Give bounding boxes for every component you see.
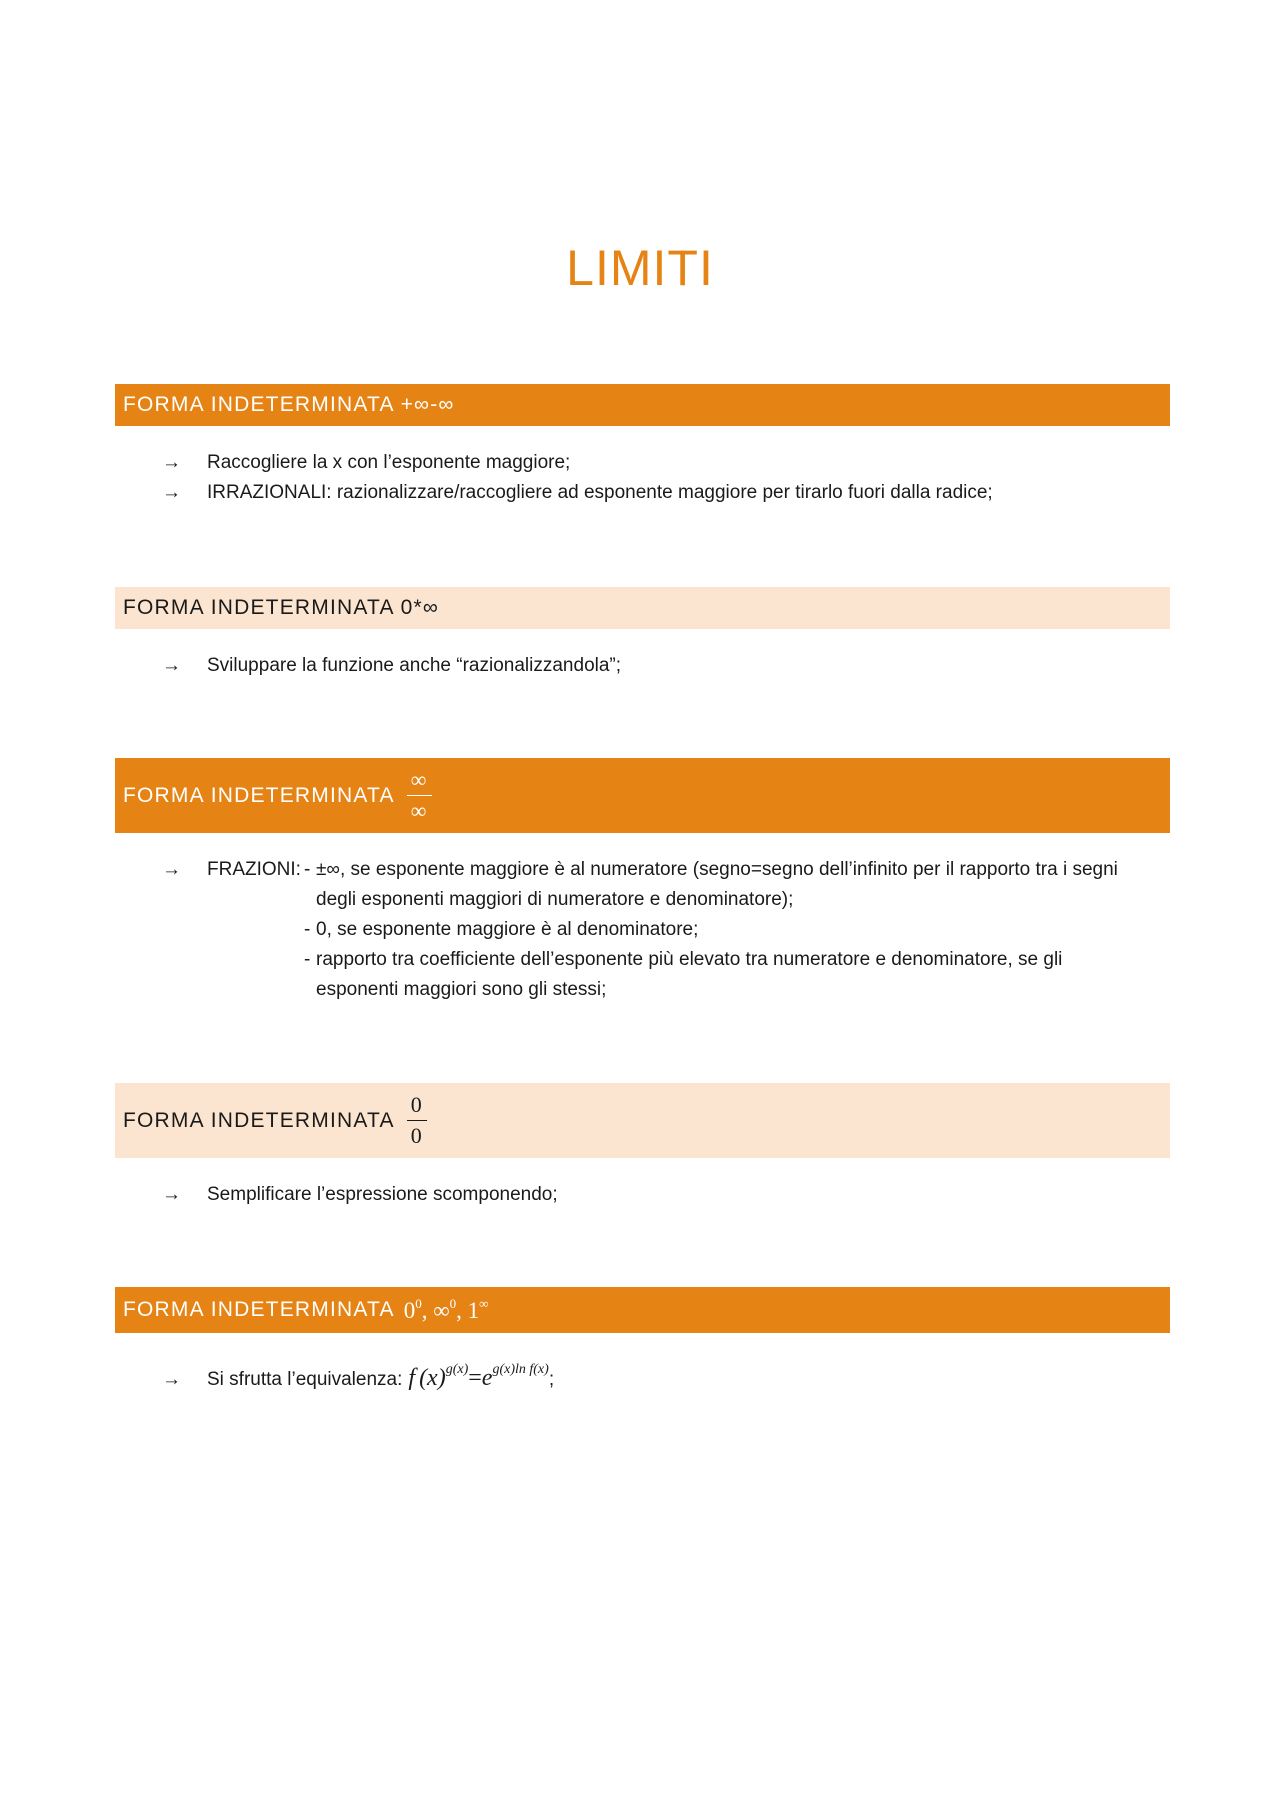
arrow-icon: → bbox=[162, 452, 181, 473]
list-item bbox=[115, 1180, 1170, 1210]
section-heading: FORMA INDETERMINATA bbox=[123, 1298, 395, 1321]
case-row bbox=[304, 855, 1164, 915]
arrow-icon: → bbox=[162, 1184, 181, 1205]
list-item-text: IRRAZIONALI: razionalizzare/raccogliere ad esponente maggiore per tirarlo fuori dalla radice; bbox=[207, 482, 993, 503]
case-text: esponenti maggiori sono gli stessi; bbox=[316, 979, 607, 1000]
lhs-function: f bbox=[408, 1365, 416, 1391]
frazioni-cases bbox=[304, 855, 1164, 1005]
rhs-base: e bbox=[481, 1365, 493, 1391]
list-item bbox=[115, 478, 1170, 508]
arrow-icon: → bbox=[162, 859, 181, 880]
section-heading-bar bbox=[115, 758, 1170, 833]
section-heading: FORMA INDETERMINATA bbox=[123, 783, 395, 807]
section-heading: FORMA INDETERMINATA bbox=[123, 1108, 395, 1132]
case-text: rapporto tra coefficiente dell’esponente più elevato tra numeratore e denominatore, se gli bbox=[316, 949, 1063, 970]
fraction-zero-over-zero bbox=[407, 1094, 427, 1147]
case-text: degli esponenti maggiori di numeratore e denominatore); bbox=[316, 889, 794, 910]
list-item-text: Sviluppare la funzione anche “razionalizzandola”; bbox=[207, 655, 622, 676]
form-base: 1 bbox=[467, 1298, 480, 1323]
section-exponential-forms bbox=[115, 1287, 1170, 1395]
section-heading-bar bbox=[115, 587, 1170, 629]
lhs-exponent: g(x) bbox=[445, 1362, 469, 1377]
section-zero-times-inf bbox=[115, 587, 1170, 681]
form-exponent: 0 bbox=[415, 1296, 422, 1311]
fraction-numerator: 0 bbox=[407, 1094, 427, 1121]
form-base: 0 bbox=[403, 1298, 416, 1323]
section-heading-bar bbox=[115, 1083, 1170, 1158]
list-item-text: Si sfrutta l’equivalenza: bbox=[207, 1369, 403, 1390]
list-item-text: Raccogliere la x con l’esponente maggiore; bbox=[207, 452, 571, 473]
list-item bbox=[115, 1355, 1170, 1395]
section-zero-over-zero bbox=[115, 1083, 1170, 1210]
bullet-list bbox=[115, 1355, 1170, 1395]
fraction-denominator: ∞ bbox=[410, 798, 428, 823]
case-text: 0, se esponente maggiore è al denominatore; bbox=[316, 919, 699, 940]
arrow-icon: → bbox=[162, 655, 181, 676]
bullet-list bbox=[115, 448, 1170, 508]
case-dash: - bbox=[304, 919, 311, 940]
form-separator: , bbox=[456, 1298, 462, 1323]
formula-end: ; bbox=[548, 1369, 555, 1390]
list-item bbox=[115, 448, 1170, 478]
section-inf-minus-inf bbox=[115, 384, 1170, 508]
section-heading-bar bbox=[115, 384, 1170, 426]
form-exponent: 0 bbox=[449, 1296, 457, 1311]
form-separator: , bbox=[421, 1298, 428, 1323]
fraction-inf-over-inf bbox=[407, 769, 432, 822]
section-inf-over-inf bbox=[115, 758, 1170, 1005]
lhs-argument: (x) bbox=[419, 1365, 446, 1391]
form-exponent: ∞ bbox=[479, 1296, 489, 1311]
case-dash: - bbox=[304, 859, 311, 880]
section-heading-bar bbox=[115, 1287, 1170, 1333]
rhs-exponent: g(x)ln f(x) bbox=[492, 1362, 549, 1377]
equivalence-formula bbox=[408, 1355, 554, 1395]
bullet-list bbox=[115, 1180, 1170, 1210]
fraction-denominator: 0 bbox=[410, 1123, 423, 1148]
indeterminate-forms bbox=[404, 1296, 489, 1324]
arrow-icon: → bbox=[162, 1369, 181, 1390]
section-heading: FORMA INDETERMINATA 0*∞ bbox=[123, 596, 439, 619]
list-item-text: Semplificare l’espressione scomponendo; bbox=[207, 1184, 558, 1205]
case-text: ±∞, se esponente maggiore è al numeratore (segno=segno dell’infinito per il rapporto tra i segni bbox=[316, 859, 1118, 880]
page-title: LIMITI bbox=[566, 240, 714, 296]
bullet-list bbox=[115, 855, 1170, 1005]
case-row bbox=[304, 915, 1164, 945]
list-item bbox=[115, 855, 1170, 1005]
bullet-list bbox=[115, 651, 1170, 681]
frazioni-label: FRAZIONI: bbox=[207, 859, 301, 880]
list-item bbox=[115, 651, 1170, 681]
case-row bbox=[304, 945, 1164, 1005]
form-base: ∞ bbox=[433, 1298, 450, 1323]
fraction-numerator: ∞ bbox=[407, 769, 432, 796]
arrow-icon: → bbox=[162, 482, 181, 503]
equals-sign: = bbox=[468, 1365, 482, 1391]
case-dash: - bbox=[304, 949, 311, 970]
section-heading: FORMA INDETERMINATA +∞-∞ bbox=[123, 393, 455, 416]
